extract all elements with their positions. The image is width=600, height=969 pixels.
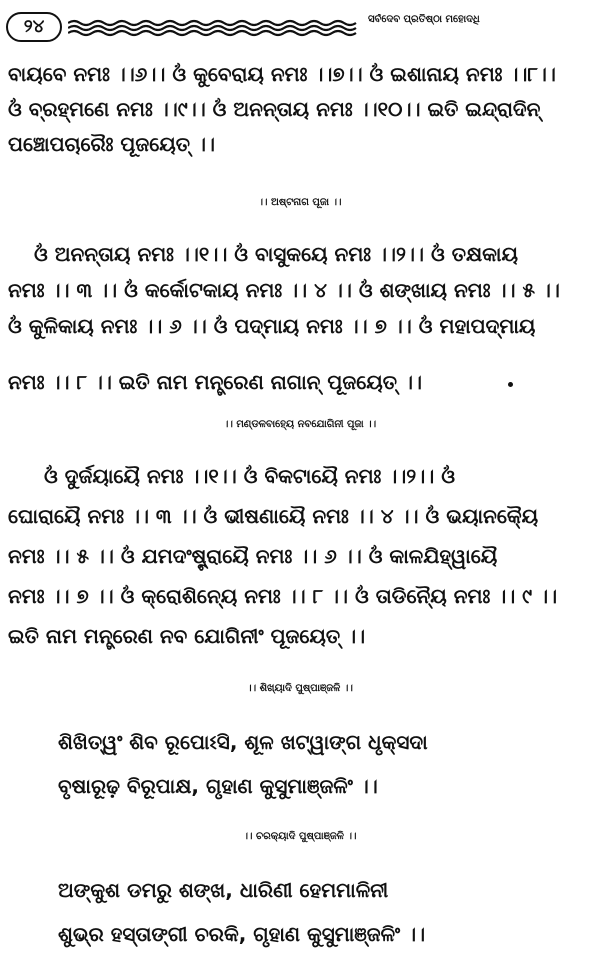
text-line: ଓଁ କୁଳିକାୟ ନମଃ ।। ୬ ।। ଓଁ ପଦ୍ମାୟ ନମଃ ।। ୭ ।। ଓଁ ମହାପଦ୍ମାୟ [8, 314, 536, 338]
text-line: ଓଁ ଦୁର୍ଜୟାୟୈ ନମଃ ।।୧।। ଓଁ ବିକଟାୟୈ ନମଃ ।।୨।। ଓଁ [44, 464, 455, 488]
text-line: ନମଃ ।। ୮ ।। ଇତି ନାମ ମନ୍ତ୍ରେଣ ନାଗାନ୍ ପୂଜୟେତ୍ ।। [8, 370, 422, 394]
text-line: ଇତି ନାମ ମନ୍ତ୍ରେଣ ନବ ଯୋଗିନୀଂ ପୂଜୟେତ୍ ।। [8, 624, 366, 648]
section-heading: ।। ମଣ୍ଡଳବାହ୍ୟେ ନବଯୋଗିନୀ ପୂଜା ।। [223, 419, 377, 430]
text-line: ପଞ୍ଚୋପଚାରୈଃ ପୂଜୟେତ୍ ।। [8, 132, 215, 156]
header-wavy-rule [68, 18, 362, 38]
verse-line: ଅଙ୍କୁଶ ଡମରୁ ଶଙ୍ଖ, ଧାରିଣୀ ହେମମାଳିନୀ [58, 878, 389, 902]
section-heading: ।। ଚରକ୍ୟାଦି ପୁଷ୍ପାଞ୍ଜଳି ।। [243, 831, 357, 842]
page-number: ୨୪ [6, 12, 62, 42]
text-line: ବାୟବେ ନମଃ ।।୬।। ଓଁ କୁବେରାୟ ନମଃ ।।୭।। ଓଁ ଇଶାନାୟ ନମଃ ।।୮।। [8, 62, 556, 86]
verse-line: ବୃଷାରୂଢ଼ ବିରୂପାକ୍ଷ, ଗୃହାଣ କୁସୁମାଞ୍ଜଳିଂ ।। [58, 774, 378, 798]
text-line: ନମଃ ।। ୫ ।। ଓଁ ଯମଦଂଷ୍ଟ୍ରାୟୈ ନମଃ ।। ୬ ।। ଓଁ କାଳଯିହ୍ୱାୟୈ [8, 544, 498, 568]
text-line: ଓଁ ବ୍ରହ୍ମଣେ ନମଃ ।।୯।। ଓଁ ଅନନ୍ତାୟ ନମଃ ।।୧୦।। ଇତି ଇନ୍ଦ୍ରାଦିନ୍ [8, 97, 541, 121]
section-heading: ।। ଅଷ୍ଟନାଗ ପୂଜା ।। [258, 197, 342, 208]
section-heading: ।। ଶିଖ୍ୟାଦି ପୁଷ୍ପାଞ୍ଜଳି ।। [247, 683, 353, 694]
stray-dot [508, 382, 513, 387]
text-line: ନମଃ ।। ୩ ।। ଓଁ କର୍କୋଟକାୟ ନମଃ ।। ୪ ।। ଓଁ ଶଙ୍ଖାୟ ନମଃ ।। ୫ ।। [8, 278, 560, 302]
verse-line: ଶିଖିତ୍ୱଂ ଶିବ ରୂପୋଽସି, ଶୂଳ ଖଟ୍ୱାଙ୍ଗ ଧୃକ୍ସଦା [58, 730, 428, 754]
text-line: ନମଃ ।। ୭ ।। ଓଁ କ୍ରୋଶିନ୍ୟେ ନମଃ ।। ୮ ।। ଓଁ ତାଡିନ୍ୟୈ ନମଃ ।। ୯ ।। [8, 584, 558, 608]
running-title: ସର୍ବଦେବ ପ୍ରତିଷ୍ଠା ମହୋଦଧି [368, 14, 480, 25]
text-line: ଓଁ ଅନନ୍ତାୟ ନମଃ ।।୧।। ଓଁ ବାସୁକୟେ ନମଃ ।।୨।। ଓଁ ତକ୍ଷକାୟ [34, 242, 518, 266]
text-line: ଘୋରାୟୈ ନମଃ ।। ୩ ।। ଓଁ ଭୀଷଣାୟୈ ନମଃ ।। ୪ ।। ଓଁ ଭୟାନକ୍ୟୈ [8, 504, 539, 528]
page-header [6, 8, 594, 48]
verse-line: ଶୁଭ୍ର ହସ୍ତାଙ୍ଗୀ ଚରକି, ଗୃହାଣ କୁସୁମାଞ୍ଜଳିଂ ।। [58, 922, 426, 946]
